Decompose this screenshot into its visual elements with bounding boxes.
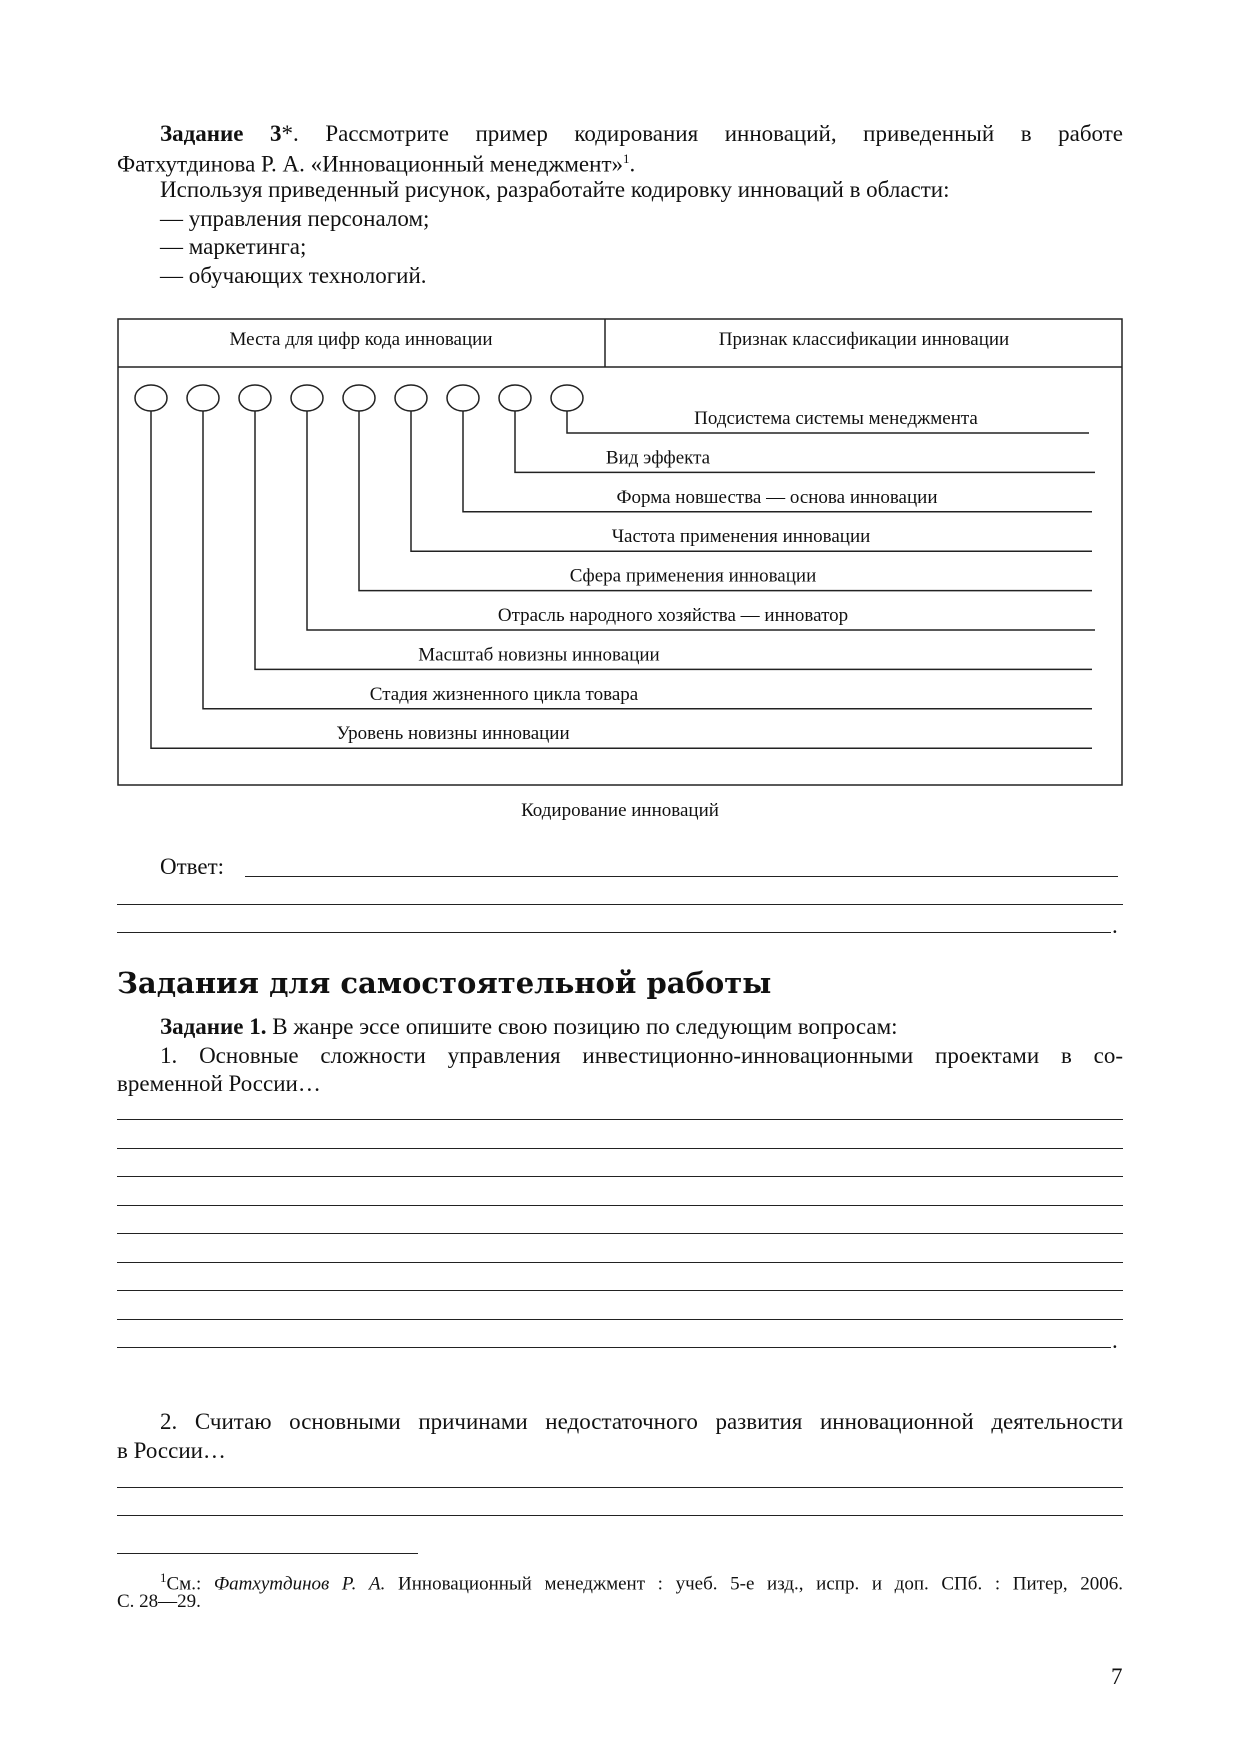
page-number: 7	[1111, 1664, 1123, 1689]
q1-line2: временной России…	[117, 1071, 321, 1096]
section-title: Задания для самостоятельной работы	[117, 966, 772, 1000]
classification-label: Подсистема системы менеджмента	[694, 408, 978, 429]
code-digit-slot	[447, 385, 479, 411]
task1-label: Задание 1.	[160, 1014, 267, 1039]
answer-end-dot: .	[1112, 913, 1118, 938]
essay-line[interactable]	[117, 1176, 1123, 1177]
task3-line1	[160, 120, 1123, 147]
code-digit-slot	[135, 385, 167, 411]
essay-line[interactable]	[117, 1319, 1123, 1320]
footnote-mark: 1	[160, 1570, 167, 1585]
task3-star: *.	[281, 121, 299, 146]
footnote-prefix: См.:	[166, 1573, 202, 1595]
essay-line[interactable]	[117, 1347, 1111, 1348]
diagram-caption: Кодирование инноваций	[521, 800, 719, 821]
answer-line[interactable]	[117, 932, 1111, 933]
coding-diagram	[117, 318, 1123, 786]
task3-line2	[117, 145, 1123, 178]
header-right: Признак классификации инновации	[718, 329, 1010, 350]
coding-diagram-svg	[117, 318, 1123, 786]
footnote-author: Фатхутдинов Р. А.	[213, 1573, 386, 1595]
answer-line[interactable]	[117, 904, 1123, 905]
task3-line3: Используя приведенный рисунок, разработайте кодировку инноваций в области:	[160, 177, 950, 202]
classification-label: Вид эффекта	[605, 447, 711, 469]
q2-line2: в России…	[117, 1438, 226, 1463]
classification-label: Отрасль народного хозяйства — инноватор	[497, 605, 849, 626]
code-digit-group	[135, 385, 1095, 748]
classification-label: Сфера применения инновации	[569, 565, 817, 587]
code-digit-slot	[291, 385, 323, 411]
task1-intro-text: В жанре эссе опишите свою позицию по следующим вопросам:	[272, 1014, 898, 1039]
task3-line1-text: Рассмотрите пример кодирования инноваций, приведенный в работе	[325, 121, 1123, 146]
footnote-line2: С. 28—29.	[117, 1591, 201, 1612]
code-digit-slot	[395, 385, 427, 411]
task3-item-1: — управления персоналом;	[160, 206, 430, 231]
classification-connector	[307, 411, 1095, 630]
essay-line[interactable]	[117, 1290, 1123, 1291]
answer-line[interactable]	[245, 876, 1118, 877]
classification-label: Форма новшества — основа инновации	[616, 486, 938, 508]
code-digit-slot	[187, 385, 219, 411]
essay-line[interactable]	[117, 1148, 1123, 1149]
diagram-frame	[118, 319, 1122, 785]
footnote-ref: 1	[623, 151, 630, 166]
header-left: Места для цифр кода инновации	[229, 329, 493, 350]
answer-label: Ответ:	[160, 854, 225, 879]
essay-line[interactable]	[117, 1119, 1123, 1120]
classification-label: Частота применения инновации	[611, 526, 871, 548]
essay-line[interactable]	[117, 1515, 1123, 1516]
task3-item-3: — обучающих технологий.	[160, 263, 427, 288]
classification-label: Уровень новизны инновации	[336, 723, 570, 745]
task3-item-2: — маркетинга;	[160, 234, 307, 259]
task1-intro	[160, 1013, 898, 1040]
essay-line[interactable]	[117, 1262, 1123, 1263]
code-digit-slot	[499, 385, 531, 411]
footnote-rest: Инновационный менеджмент : учеб. 5-е изд., испр. и доп. СПб. : Питер, 2006.	[398, 1573, 1124, 1595]
classification-label: Масштаб новизны инновации	[418, 644, 660, 666]
essay-line[interactable]	[117, 1233, 1123, 1234]
q1-end-dot: .	[1112, 1328, 1118, 1353]
essay-line[interactable]	[117, 1205, 1123, 1206]
task3-label: Задание 3	[160, 121, 282, 146]
task3-line2-end: .	[629, 151, 636, 177]
classification-label: Стадия жизненного цикла товара	[369, 683, 639, 705]
footnote-separator	[117, 1553, 418, 1554]
q2-line1: 2. Считаю основными причинами недостаточного развития инновационной деятельности	[160, 1409, 1123, 1434]
code-digit-slot	[551, 385, 583, 411]
code-digit-slot	[343, 385, 375, 411]
task3-book-title: Фатхутдинова Р. А. «Инновационный менеджмент»	[117, 151, 623, 177]
q1-line1: 1. Основные сложности управления инвестиционно-инновационными проектами в со-	[160, 1043, 1123, 1068]
code-digit-slot	[239, 385, 271, 411]
footnote-line1	[160, 1566, 1123, 1596]
essay-line[interactable]	[117, 1487, 1123, 1488]
